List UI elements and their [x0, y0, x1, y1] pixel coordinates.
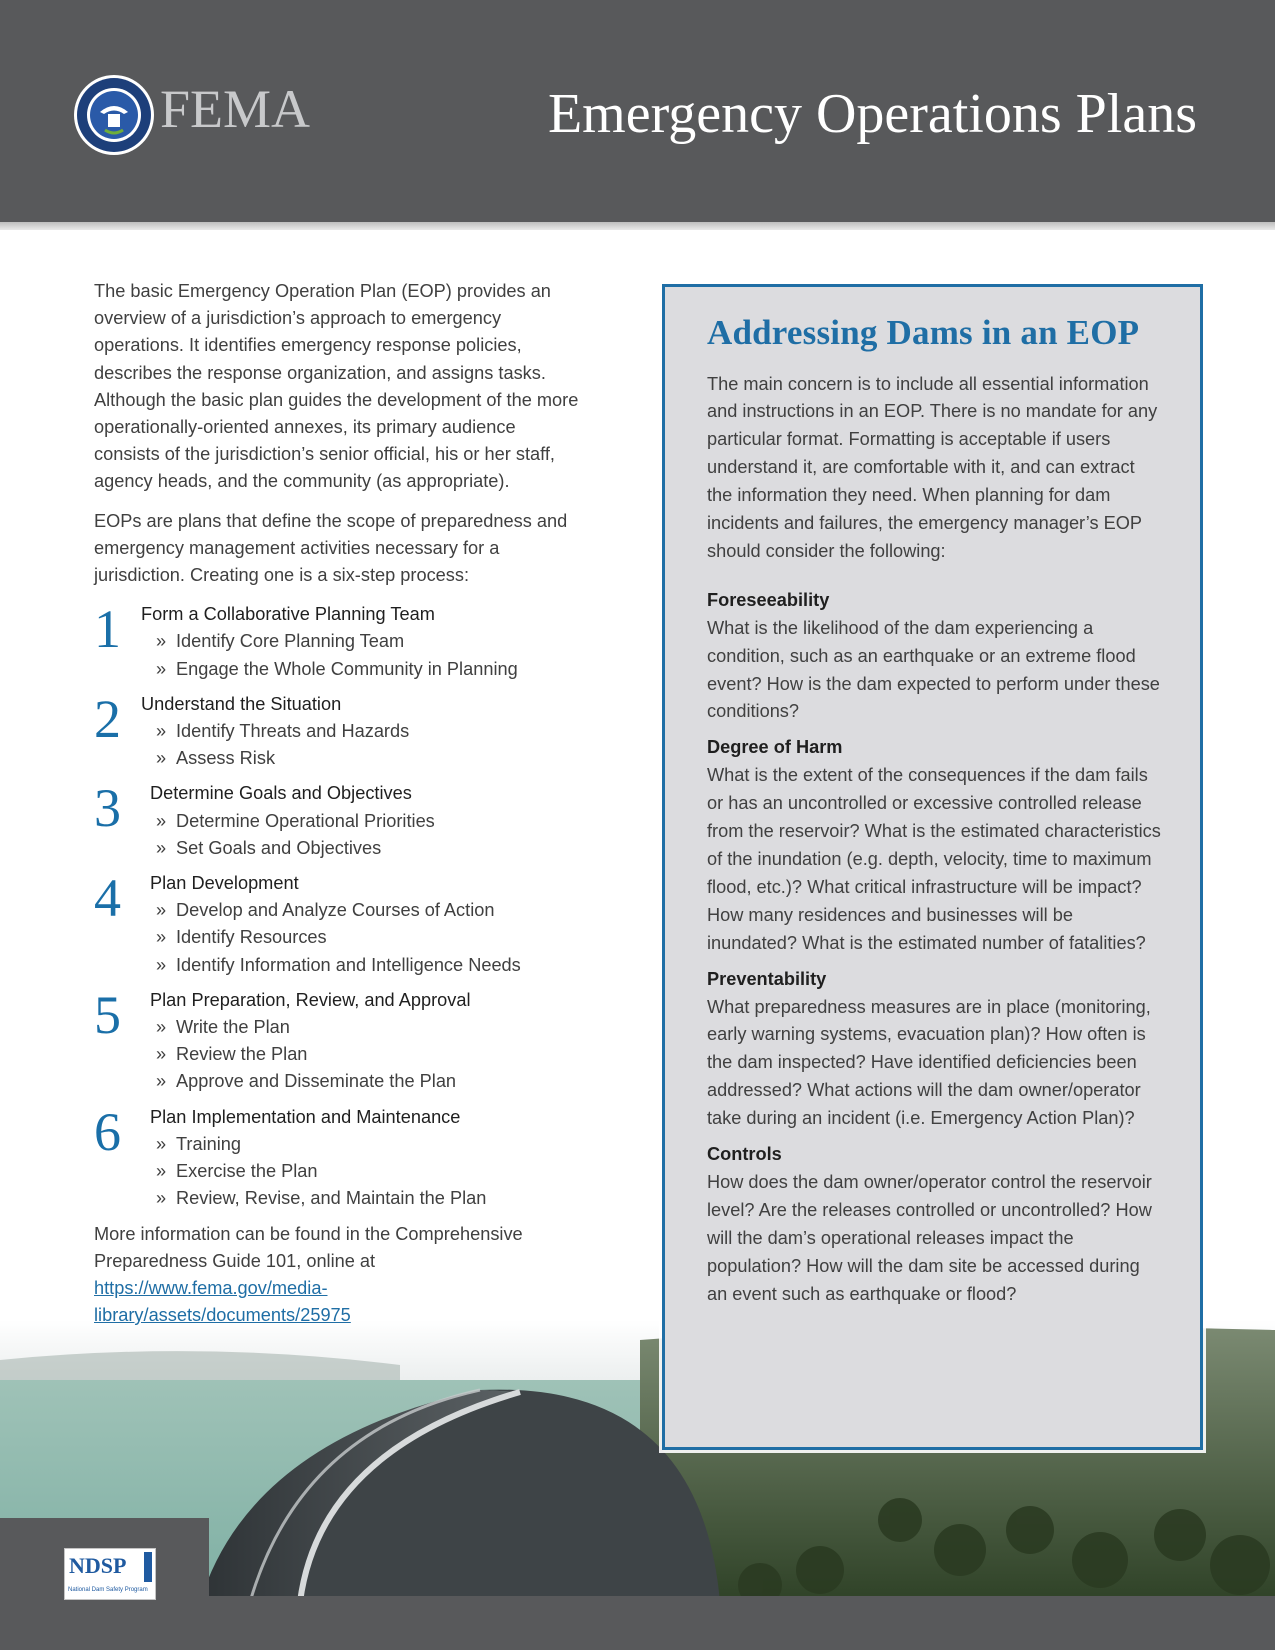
bullet-icon: »	[156, 927, 167, 948]
step-number: 4	[94, 868, 121, 929]
main-column	[94, 278, 584, 1341]
bullet-icon: »	[156, 1017, 167, 1038]
step-5	[94, 984, 584, 1096]
planning-steps-list	[94, 601, 584, 1212]
step-items	[94, 1131, 584, 1213]
list-item: » Identify Core Planning Team	[156, 628, 584, 655]
list-item: » Assess Risk	[156, 745, 584, 772]
intro-paragraph: The basic Emergency Operation Plan (EOP) provides an overview of a jurisdiction’s approach to emergency operations. It identifies emergency response policies, describes the response organization, and assigns tasks. Although the basic plan guides the development of the more operationally-oriented annexes, its primary audience consists of the jurisdiction’s senior official, his or her staff, agency heads, and the community (as appropriate).	[94, 281, 579, 492]
list-item: » Develop and Analyze Courses of Action	[156, 897, 584, 924]
section-heading: Foreseeability	[707, 589, 830, 610]
list-item: » Set Goals and Objectives	[156, 835, 584, 862]
list-item: » Identify Resources	[156, 924, 584, 951]
page-title: Emergency Operations Plans	[547, 83, 1197, 145]
step-title: Form a Collaborative Planning Team	[141, 604, 435, 625]
section-heading: Controls	[707, 1144, 782, 1165]
list-item: » Review the Plan	[156, 1041, 584, 1068]
step-number: 3	[94, 778, 121, 839]
step-title: Plan Development	[150, 873, 299, 894]
dams-sidebar	[662, 284, 1203, 1450]
list-item: » Exercise the Plan	[156, 1158, 584, 1185]
bullet-icon: »	[156, 900, 167, 921]
sidebar-section-degree-of-harm	[707, 734, 1164, 957]
header-divider	[0, 222, 1275, 230]
ndsp-logo-text: NDSP	[69, 1553, 127, 1578]
list-item: » Engage the Whole Community in Planning	[156, 656, 584, 683]
list-item: » Identify Threats and Hazards	[156, 718, 584, 745]
bullet-icon: »	[156, 954, 167, 975]
bullet-icon: »	[156, 1161, 167, 1182]
step-6	[94, 1101, 584, 1213]
bullet-icon: »	[156, 658, 167, 679]
bullet-icon: »	[156, 1071, 167, 1092]
section-body: What is the likelihood of the dam experiencing a condition, such as an earthquake or an extreme flood event? How is the dam expected to perform under these conditions?	[707, 617, 1160, 722]
step-3	[94, 780, 584, 862]
step-number: 2	[94, 688, 121, 749]
sidebar-section-foreseeability	[707, 587, 1164, 727]
bullet-icon: »	[156, 748, 167, 769]
list-item: » Approve and Disseminate the Plan	[156, 1068, 584, 1095]
bullet-icon: »	[156, 1188, 167, 1209]
list-item: » Write the Plan	[156, 1014, 584, 1041]
sidebar-section-preventability	[707, 966, 1164, 1133]
list-item: » Training	[156, 1131, 584, 1158]
step-title: Plan Preparation, Review, and Approval	[150, 989, 471, 1010]
step-number: 6	[94, 1101, 121, 1162]
step-1	[94, 601, 584, 683]
flag-icon	[144, 1552, 152, 1582]
bullet-icon: »	[156, 810, 167, 831]
step-4	[94, 870, 584, 979]
bullet-icon: »	[156, 721, 167, 742]
intro-paragraph: EOPs are plans that define the scope of preparedness and emergency management activities necessary for a jurisdiction. Creating one is a six-step process:	[94, 510, 568, 586]
sidebar-intro: The main concern is to include all essential information and instructions in an EOP. There is no mandate for any particular format. Formatting is acceptable if users understand it, are comfortable with it, and can extract the information they need. When planning for dam incidents and failures, the emergency manager’s EOP should consider the following:	[707, 373, 1158, 561]
bullet-icon: »	[156, 1044, 167, 1065]
step-number: 5	[94, 984, 121, 1045]
more-info-paragraph: More information can be found in the Comprehensive Preparedness Guide 101, online at https://www.fema.gov/media-library/assets/documents/25975	[94, 1223, 523, 1326]
list-item: » Identify Information and Intelligence Needs	[156, 952, 584, 979]
ndsp-logo	[64, 1548, 156, 1600]
cpg-101-link[interactable]: https://www.fema.gov/media-library/assets/documents/25975	[94, 1277, 351, 1326]
sidebar-title: Addressing Dams in an EOP	[707, 313, 1140, 352]
section-body: What is the extent of the consequences if the dam fails or has an uncontrolled or excessive controlled release from the reservoir? What is the estimated characteristics of the inundation (e.g. depth, velocity, time to maximum flood, etc.)? What critical infrastructure will be impact? How many residences and businesses will be inundated? What is the estimated number of fatalities?	[707, 765, 1161, 953]
step-items	[94, 718, 584, 772]
step-items	[94, 808, 584, 862]
bullet-icon: »	[156, 1133, 167, 1154]
bullet-icon: »	[156, 631, 167, 652]
step-title: Understand the Situation	[141, 693, 342, 714]
step-2	[94, 688, 584, 773]
step-number: 1	[94, 599, 121, 660]
page-footer	[0, 1596, 1275, 1650]
section-body: What preparedness measures are in place (monitoring, early warning systems, evacuation plan)? How often is the dam inspected? Have identified deficiencies been addressed? What actions will the dam owner/operator take during an incident (i.e. Emergency Action Plan)?	[707, 996, 1151, 1129]
step-title: Determine Goals and Objectives	[150, 783, 412, 804]
list-item: » Determine Operational Priorities	[156, 808, 584, 835]
dhs-seal-icon	[73, 74, 155, 156]
list-item: » Review, Revise, and Maintain the Plan	[156, 1185, 584, 1212]
page-header	[0, 0, 1275, 222]
step-items	[94, 897, 584, 979]
section-body: How does the dam owner/operator control the reservoir level? Are the releases controlled or uncontrolled? How will the dam’s operational releases impact the population? How will the dam site be accessed during an event such as earthquake or flood?	[707, 1171, 1152, 1304]
step-title: Plan Implementation and Maintenance	[150, 1106, 461, 1127]
agency-wordmark: FEMA	[160, 79, 311, 139]
section-heading: Degree of Harm	[707, 737, 843, 758]
step-items	[94, 628, 584, 682]
section-heading: Preventability	[707, 968, 827, 989]
bullet-icon: »	[156, 837, 167, 858]
step-items	[94, 1014, 584, 1096]
sidebar-section-controls	[707, 1141, 1164, 1308]
ndsp-logo-caption: National Dam Safety Program	[68, 1587, 148, 1593]
